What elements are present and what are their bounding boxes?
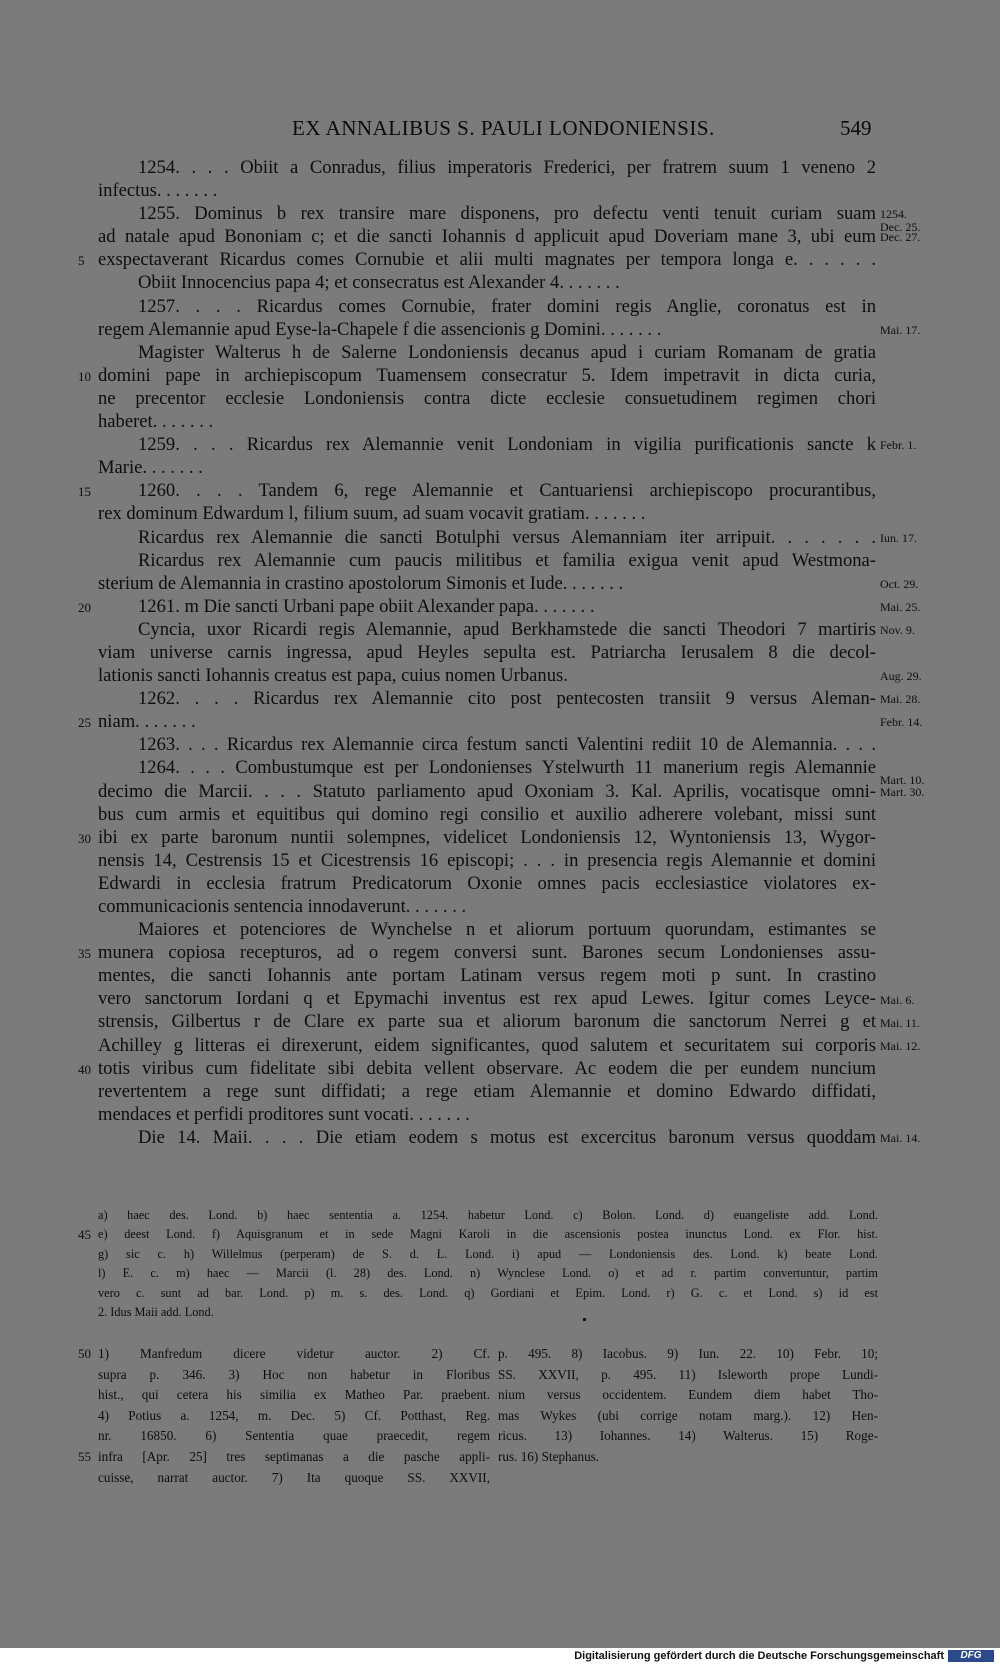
text-line bbox=[98, 410, 876, 433]
text-line bbox=[98, 849, 876, 872]
text-line bbox=[98, 549, 876, 572]
text-line bbox=[98, 1468, 490, 1489]
text-line bbox=[98, 895, 876, 918]
line-text: 1255. Dominus b rex transire mare disponens, pro defectu venti tenuit curiam suam bbox=[138, 203, 876, 225]
text-line bbox=[98, 456, 876, 479]
text-line bbox=[98, 964, 876, 987]
line-text: infectus. . . . . . . bbox=[98, 180, 218, 202]
text-line bbox=[78, 1344, 490, 1365]
line-text: totis viribus cum fidelitate sibi debita vellent observare. Ac eodem die per eundem nuncium bbox=[98, 1057, 876, 1079]
line-text: Marie. . . . . . . bbox=[98, 457, 203, 479]
text-line bbox=[498, 1447, 878, 1468]
text-line bbox=[98, 733, 876, 756]
line-text: 1263. . . . Ricardus rex Alemannie circa festum sancti Valentini rediit 10 de Alemannia. . . . bbox=[138, 734, 876, 756]
line-text: Ricardus rex Alemannie die sancti Botulphi versus Alemanniam iter arripuit. . . . . . . bbox=[138, 526, 876, 548]
line-text: a) haec des. Lond. b) haec sententia a. 1254. habetur Lond. c) Bolon. Lond. d) euangeliste add. Lond. bbox=[98, 1208, 878, 1222]
line-text: nr. 16850. 6) Sententia quae praecedit, regem bbox=[98, 1428, 490, 1444]
line-text: sterium de Alemannia in crastino apostolorum Simonis et Iude. . . . . . . bbox=[98, 572, 624, 594]
line-text: supra p. 346. 3) Hoc non habetur in Floribus bbox=[98, 1366, 490, 1382]
line-number: 25 bbox=[78, 715, 91, 731]
text-line bbox=[98, 918, 876, 941]
text-line bbox=[98, 502, 876, 525]
dfg-logo: DFG bbox=[948, 1650, 994, 1662]
text-line bbox=[98, 387, 876, 410]
line-number: 30 bbox=[78, 830, 91, 846]
footnotes-right-column bbox=[498, 1344, 878, 1468]
text-line bbox=[98, 872, 876, 895]
line-text: viam universe carnis ingressa, apud Heyles sepulta est. Patriarcha Ierusalem 8 die decol- bbox=[98, 641, 876, 663]
text-line bbox=[98, 295, 876, 318]
text-line bbox=[98, 341, 876, 364]
line-text: SS. XXVII, p. 495. 11) Isleworth prope Lundi- bbox=[498, 1366, 878, 1382]
line-text: niam. . . . . . . bbox=[98, 711, 196, 733]
text-line bbox=[78, 1447, 490, 1468]
text-line bbox=[78, 826, 876, 849]
text-line bbox=[98, 803, 876, 826]
page-title: EX ANNALIBUS S. PAULI LONDONIENSIS. bbox=[292, 116, 715, 140]
text-line bbox=[98, 1010, 876, 1033]
text-line bbox=[98, 687, 876, 710]
line-text: vero sanctorum Iordani q et Epymachi inventus est rex apud Lewes. Igitur comes Leyce- bbox=[98, 988, 876, 1010]
footer-bar bbox=[0, 1648, 1000, 1665]
text-line bbox=[98, 1284, 878, 1303]
line-text: ricus. 13) Iohannes. 14) Walterus. 15) Roge- bbox=[498, 1428, 878, 1444]
line-text: 1264. . . . Combustumque est per Londonienses Ystelwurth 11 manerium regis Alemannie bbox=[138, 757, 876, 779]
textual-apparatus bbox=[78, 1206, 878, 1322]
text-line bbox=[98, 780, 876, 803]
margin-date: Mai. 6. bbox=[880, 992, 915, 1007]
line-text: Obiit Innocencius papa 4; et consecratus est Alexander 4. . . . . . . bbox=[138, 272, 620, 294]
line-text: Edwardi in ecclesia fratrum Predicatorum Oxonie omnes pacis ecclesiastice violatores ex- bbox=[98, 872, 876, 894]
margin-date: Dec. 27. bbox=[880, 230, 921, 245]
line-text: Ricardus rex Alemannie cum paucis militibus et familia exigua venit apud Westmona- bbox=[138, 549, 876, 571]
text-line bbox=[78, 595, 876, 618]
margin-date: Mart. 30. bbox=[880, 784, 925, 799]
line-number: 10 bbox=[78, 368, 91, 384]
line-text: regem Alemannie apud Eyse-la-Chapele f die assencionis g Domini. . . . . . . bbox=[98, 318, 662, 340]
text-line bbox=[98, 225, 876, 248]
line-text: communicacionis sentencia innodaverunt. . . . . . . bbox=[98, 896, 467, 917]
line-text: strensis, Gilbertus r de Clare ex parte sua et aliorum baronum die sanctorum Nerrei g et bbox=[98, 1011, 876, 1033]
line-text: 1259. . . . Ricardus rex Alemannie venit Londoniam in vigilia purificationis sancte k bbox=[138, 434, 876, 456]
text-line bbox=[98, 1126, 876, 1149]
line-text: Die 14. Maii. . . . Die etiam eodem s motus est excercitus baronum versus quoddam bbox=[138, 1126, 876, 1148]
text-line bbox=[98, 987, 876, 1010]
text-line bbox=[78, 364, 876, 387]
line-text: rus. 16) Stephanus. bbox=[498, 1448, 600, 1464]
running-header bbox=[0, 116, 1000, 144]
main-text bbox=[78, 156, 876, 1149]
line-text: 1261. m Die sancti Urbani pape obiit Alexander papa. . . . . . . bbox=[138, 595, 595, 617]
text-line bbox=[498, 1385, 878, 1406]
line-text: munera copiosa recepturos, ad o regem conversi sunt. Barones secum Londonienses assu- bbox=[98, 942, 876, 964]
margin-date: Mai. 14. bbox=[880, 1131, 921, 1146]
line-text: ibi ex parte baronum nuntii solempnes, videlicet Londoniensis 12, Wyntoniensis 13, Wygor- bbox=[98, 826, 876, 848]
margin-date: Mai. 28. bbox=[880, 692, 921, 707]
text-line bbox=[98, 156, 876, 179]
line-text: e) deest Lond. f) Aquisgranum et in sede Magni Karoli in die ascensionis postea inunctus Lond. ex Flor. hist. bbox=[98, 1227, 878, 1242]
margin-date: Mai. 25. bbox=[880, 599, 921, 614]
line-text: vero c. sunt ad bar. Lond. p) m. s. des. Lond. q) Gordiani et Epim. Lond. r) G. c. et Lond. s) id est bbox=[98, 1285, 878, 1300]
line-number: 35 bbox=[78, 946, 91, 962]
margin-date: Aug. 29. bbox=[880, 669, 922, 684]
line-number: 50 bbox=[78, 1346, 91, 1361]
text-line bbox=[98, 202, 876, 225]
line-text: hist., qui cetera his similia ex Matheo Par. praebent. bbox=[98, 1387, 490, 1403]
line-text: ad natale apud Bononiam c; et die sancti Iohannis d applicuit apud Doveriam mane 3, ubi eum bbox=[98, 226, 876, 248]
text-line bbox=[78, 941, 876, 964]
text-line bbox=[98, 179, 876, 202]
line-number: 20 bbox=[78, 599, 91, 615]
line-text: lationis sancti Iohannis creatus est papa, cuius nomen Urbanus. bbox=[98, 665, 568, 687]
line-text: nium versus occidentem. Eundem diem habet Tho- bbox=[498, 1387, 878, 1403]
line-text: 1262. . . . Ricardus rex Alemannie cito post pentecosten transiit 9 versus Aleman- bbox=[138, 688, 876, 710]
line-text: ne precentor ecclesie Londoniensis contra dicte ecclesie consuetudinem regimen chori bbox=[98, 387, 876, 409]
text-line bbox=[78, 1225, 878, 1244]
footer-credit: Digitalisierung gefördert durch die Deutsche Forschungsgemeinschaft bbox=[574, 1650, 944, 1662]
margin-date: Oct. 29. bbox=[880, 576, 919, 591]
line-text: 4) Potius a. 1254, m. Dec. 5) Cf. Potthast, Reg. bbox=[98, 1407, 490, 1423]
text-line bbox=[98, 641, 876, 664]
line-text: p. 495. 8) Iacobus. 9) Iun. 22. 10) Febr. 10; bbox=[498, 1346, 878, 1361]
line-number: 5 bbox=[78, 253, 85, 269]
margin-date: Mai. 17. bbox=[880, 322, 921, 337]
text-line bbox=[98, 1080, 876, 1103]
page-number: 549 bbox=[840, 116, 872, 140]
text-line bbox=[498, 1406, 878, 1427]
line-text: mas Wykes (ubi corrige notam marg.). 12) Hen- bbox=[498, 1407, 878, 1423]
text-line bbox=[78, 710, 876, 733]
text-line bbox=[98, 1406, 490, 1427]
text-line bbox=[98, 526, 876, 549]
text-line bbox=[98, 1365, 490, 1386]
line-text: 1) Manfredum dicere videtur auctor. 2) Cf. bbox=[98, 1346, 490, 1361]
text-line bbox=[98, 1385, 490, 1406]
text-line bbox=[98, 1303, 878, 1322]
text-line bbox=[98, 572, 876, 595]
text-line bbox=[98, 318, 876, 341]
text-line bbox=[98, 1426, 490, 1447]
margin-date: Mart. 10. bbox=[880, 773, 925, 788]
text-line bbox=[78, 479, 876, 502]
text-line bbox=[498, 1365, 878, 1386]
margin-date: Mai. 12. bbox=[880, 1038, 921, 1053]
line-text: 1254. . . . Obiit a Conradus, filius imperatoris Frederici, per fratrem suum 1 veneno 2 bbox=[138, 157, 876, 178]
line-number: 15 bbox=[78, 484, 91, 500]
text-line bbox=[98, 1264, 878, 1283]
line-text: Achilley g litteras ei direxerunt, eidem significantes, quod salutem et securitatem sui corporis bbox=[98, 1034, 876, 1056]
line-text: Magister Walterus h de Salerne Londoniensis decanus apud i curiam Romanam de gratia bbox=[138, 341, 876, 363]
text-line bbox=[78, 1057, 876, 1080]
line-number: 55 bbox=[78, 1448, 91, 1464]
text-line bbox=[498, 1426, 878, 1447]
line-number: 45 bbox=[78, 1227, 91, 1243]
text-line bbox=[78, 248, 876, 271]
line-text: g) sic c. h) Willelmus (perperam) de S. d. L. Lond. i) apud — Londoniensis des. Lond. k) beate Lond. bbox=[98, 1246, 878, 1261]
text-line bbox=[98, 1245, 878, 1264]
line-text: revertentem a rege sunt diffidati; a rege etiam Alemannie et domino Edwardo diffidati, bbox=[98, 1080, 876, 1102]
line-text: domini pape in archiepiscopum Tuamensem consecratur 5. Idem impetravit in dicta curia, bbox=[98, 364, 876, 386]
margin-date: Iun. 17. bbox=[880, 530, 917, 545]
line-text: Maiores et potenciores de Wynchelse n et aliorum portuum quorundam, estimantes se bbox=[138, 919, 876, 941]
line-text: rex dominum Edwardum l, filium suum, ad suam vocavit gratiam. . . . . . . bbox=[98, 503, 646, 525]
line-text: mendaces et perfidi proditores sunt vocati. . . . . . . bbox=[98, 1103, 470, 1125]
line-text: 1257. . . . Ricardus comes Cornubie, frater domini regis Anglie, coronatus est in bbox=[138, 295, 876, 317]
text-line bbox=[98, 1206, 878, 1225]
text-line bbox=[98, 433, 876, 456]
line-text: infra [Apr. 25] tres septimanas a die pasche appli- bbox=[98, 1448, 490, 1464]
line-text: decimo die Marcii. . . . Statuto parliamento apud Oxoniam 3. Kal. Aprilis, vocatisque omni- bbox=[98, 780, 876, 802]
line-text: nensis 14, Cestrensis 15 et Cicestrensis 16 episcopi; . . . in presencia regis Alemannie et domini bbox=[98, 849, 876, 871]
text-line bbox=[498, 1344, 878, 1365]
text-line bbox=[98, 618, 876, 641]
text-line bbox=[98, 664, 876, 687]
line-text: 2. Idus Maii add. Lond. bbox=[98, 1304, 214, 1319]
margin-date: Febr. 1. bbox=[880, 438, 917, 453]
line-text: Cyncia, uxor Ricardi regis Alemannie, apud Berkhamstede die sancti Theodori 7 martiris bbox=[138, 618, 876, 640]
line-text: mentes, die sancti Iohannis ante portam Latinam versus regem moti p sunt. In crastino bbox=[98, 965, 876, 987]
line-text: 1260. . . . Tandem 6, rege Alemannie et Cantuariensi archiepiscopo procurantibus, bbox=[138, 480, 876, 502]
text-line bbox=[98, 1034, 876, 1057]
margin-date: Dec. 25. bbox=[880, 219, 921, 234]
line-number: 40 bbox=[78, 1061, 91, 1077]
line-text: cuisse, narrat auctor. 7) Ita quoque SS. XXVII, bbox=[98, 1469, 490, 1485]
footnotes-left-column bbox=[78, 1344, 490, 1488]
line-text: bus cum armis et equitibus qui domino regi consilio et auxilio adherere volebant, missi sunt bbox=[98, 803, 876, 825]
text-line bbox=[98, 271, 876, 294]
margin-date: Febr. 14. bbox=[880, 715, 923, 730]
line-text: exspectaverant Ricardus comes Cornubie et alii multi magnates per tempora longa e. . . . . . bbox=[98, 249, 876, 271]
margin-date: Mai. 11. bbox=[880, 1015, 920, 1030]
margin-date: Nov. 9. bbox=[880, 623, 915, 637]
text-line bbox=[98, 756, 876, 779]
line-text: haberet. . . . . . . bbox=[98, 411, 214, 433]
text-line bbox=[98, 1103, 876, 1126]
line-text: l) E. c. m) haec — Marcii (l. 28) des. Lond. n) Wynclese Lond. o) et ad r. partim convertuntur, partim bbox=[98, 1266, 878, 1281]
margin-date: 1254. bbox=[880, 207, 907, 222]
footnote-divider bbox=[583, 1318, 586, 1321]
